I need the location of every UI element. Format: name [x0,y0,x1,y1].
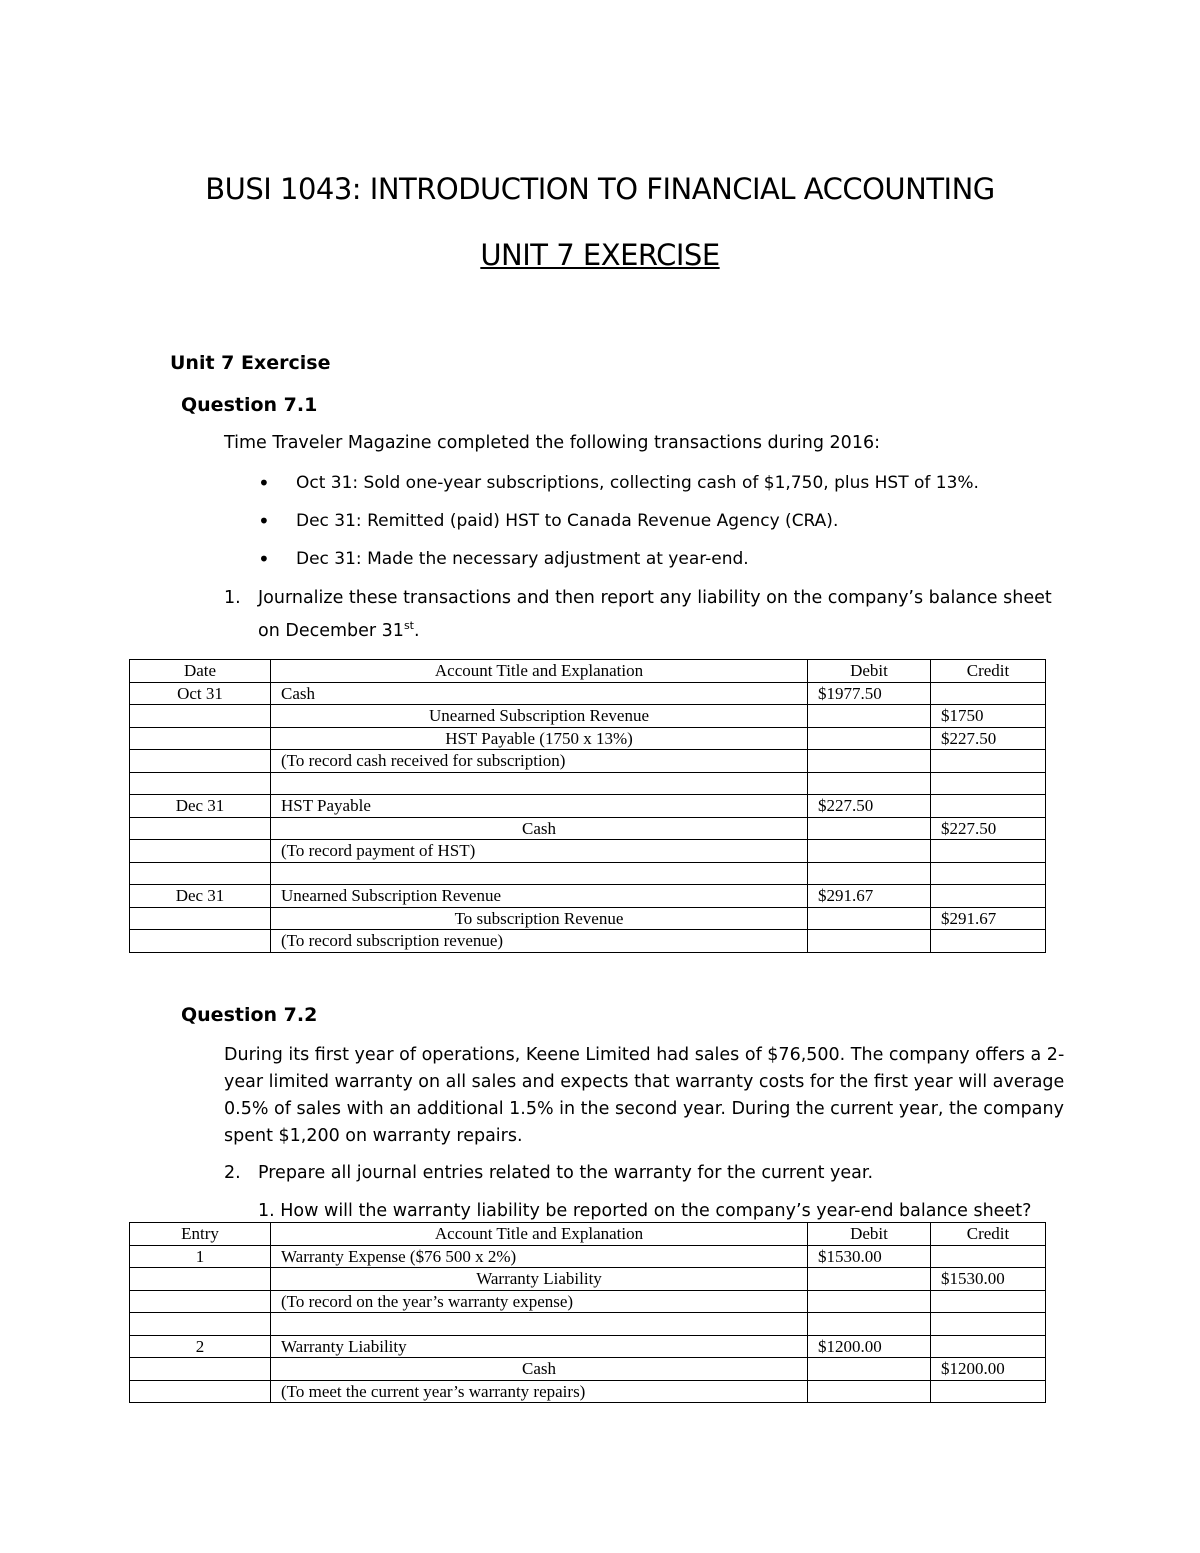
cell-entry [130,1268,271,1291]
table-row [130,727,1046,750]
paragraph-line: 0.5% of sales with an additional 1.5% in the second year. During the current year, the company [224,1099,1064,1119]
header-credit: Credit [931,660,1046,683]
cell-credit [931,1245,1046,1268]
cell-credit [931,772,1046,795]
question-7-2-heading: Question 7.2 [181,1004,318,1026]
cell-debit [808,705,931,728]
cell-entry [130,1313,271,1336]
table-row [130,1313,1046,1336]
header-entry: Entry [130,1223,271,1246]
paragraph-line: During its first year of operations, Keene Limited had sales of $76,500. The company offers a 2- [224,1045,1065,1065]
cell-credit [931,750,1046,773]
cell-account: HST Payable (1750 x 13%) [271,727,808,750]
header-date: Date [130,660,271,683]
table-row [130,750,1046,773]
cell-account: Unearned Subscription Revenue [271,885,808,908]
cell-account: To subscription Revenue [271,907,808,930]
cell-debit: $227.50 [808,795,931,818]
cell-date [130,930,271,953]
cell-debit [808,817,931,840]
cell-credit: $1200.00 [931,1358,1046,1381]
transaction-list [258,470,979,584]
cell-date [130,840,271,863]
cell-credit [931,1313,1046,1336]
cell-debit [808,1313,931,1336]
cell-date: Dec 31 [130,795,271,818]
cell-debit [808,1268,931,1291]
list-item: • Dec 31: Remitted (paid) HST to Canada Revenue Agency (CRA). [258,508,979,546]
task-number: 2. [224,1163,241,1183]
task-text: Prepare all journal entries related to the warranty for the current year. [258,1163,874,1183]
task-text-line1: Journalize these transactions and then report any liability on the company’s balance sheet [258,588,1052,608]
cell-entry: 1 [130,1245,271,1268]
header-debit: Debit [808,1223,931,1246]
cell-credit [931,795,1046,818]
table-header-row [130,1223,1046,1246]
paragraph-line: year limited warranty on all sales and expects that warranty costs for the first year will average [224,1072,1065,1092]
cell-debit [808,1380,931,1403]
cell-date [130,705,271,728]
table-row [130,840,1046,863]
table-row [130,1358,1046,1381]
cell-credit: $227.50 [931,817,1046,840]
cell-debit [808,1290,931,1313]
header-account: Account Title and Explanation [271,1223,808,1246]
header-credit: Credit [931,1223,1046,1246]
cell-debit: $1200.00 [808,1335,931,1358]
cell-account: (To record subscription revenue) [271,930,808,953]
cell-credit [931,1380,1046,1403]
cell-entry: 2 [130,1335,271,1358]
journal-table-7-2 [129,1222,1046,1403]
cell-credit [931,682,1046,705]
table-row [130,795,1046,818]
cell-entry [130,1290,271,1313]
table-row [130,930,1046,953]
cell-account: Warranty Expense ($76 500 x 2%) [271,1245,808,1268]
table-row [130,1290,1046,1313]
cell-date [130,727,271,750]
cell-debit [808,1358,931,1381]
cell-account: (To record cash received for subscription) [271,750,808,773]
section-heading: Unit 7 Exercise [170,352,331,374]
cell-debit [808,930,931,953]
cell-date [130,750,271,773]
cell-account: Warranty Liability [271,1268,808,1291]
cell-debit [808,750,931,773]
cell-account: Cash [271,817,808,840]
header-debit: Debit [808,660,931,683]
cell-credit [931,885,1046,908]
table-row [130,817,1046,840]
cell-debit: $1977.50 [808,682,931,705]
cell-debit [808,907,931,930]
table-row [130,772,1046,795]
question-7-1-heading: Question 7.1 [181,394,318,416]
paragraph-line: spent $1,200 on warranty repairs. [224,1126,523,1146]
table-row [130,862,1046,885]
cell-credit [931,1335,1046,1358]
document-title: BUSI 1043: INTRODUCTION TO FINANCIAL ACCOUNTING [205,172,995,206]
list-item: • Oct 31: Sold one-year subscriptions, collecting cash of $1,750, plus HST of 13%. [258,470,979,508]
cell-account: (To meet the current year’s warranty repairs) [271,1380,808,1403]
cell-account: (To record payment of HST) [271,840,808,863]
journal-table-7-1 [129,659,1046,953]
cell-account: HST Payable [271,795,808,818]
task-number: 1. [224,588,241,608]
cell-credit: $1750 [931,705,1046,728]
cell-debit [808,772,931,795]
cell-account: Unearned Subscription Revenue [271,705,808,728]
cell-date: Dec 31 [130,885,271,908]
cell-credit: $1530.00 [931,1268,1046,1291]
list-item: • Dec 31: Made the necessary adjustment at year-end. [258,546,979,584]
cell-credit: $291.67 [931,907,1046,930]
cell-entry [130,1380,271,1403]
cell-account: Cash [271,1358,808,1381]
task-2 [224,1160,1084,1188]
task-1 [224,585,1084,641]
cell-date [130,772,271,795]
task-text-line2: on December 31st. [258,619,420,641]
cell-entry [130,1358,271,1381]
cell-date [130,862,271,885]
table-row [130,1335,1046,1358]
header-account: Account Title and Explanation [271,660,808,683]
task-3: 1. How will the warranty liability be reported on the company’s year-end balance sheet? [258,1201,1032,1221]
table-row [130,682,1046,705]
cell-credit [931,930,1046,953]
cell-debit [808,862,931,885]
cell-date [130,817,271,840]
cell-credit [931,840,1046,863]
cell-account: Warranty Liability [271,1335,808,1358]
table-row [130,1245,1046,1268]
cell-credit [931,1290,1046,1313]
question-7-2-paragraph [224,1042,1084,1150]
cell-date: Oct 31 [130,682,271,705]
cell-account [271,772,808,795]
cell-account [271,862,808,885]
document-subtitle: UNIT 7 EXERCISE [480,238,720,272]
table-row [130,705,1046,728]
table-row [130,885,1046,908]
cell-account [271,1313,808,1336]
cell-date [130,907,271,930]
table-row [130,1380,1046,1403]
table-row [130,1268,1046,1291]
cell-debit: $291.67 [808,885,931,908]
cell-debit: $1530.00 [808,1245,931,1268]
table-header-row [130,660,1046,683]
cell-debit [808,727,931,750]
cell-credit [931,862,1046,885]
cell-credit: $227.50 [931,727,1046,750]
cell-debit [808,840,931,863]
question-7-1-intro: Time Traveler Magazine completed the following transactions during 2016: [224,433,880,453]
table-row [130,907,1046,930]
cell-account: (To record on the year’s warranty expense) [271,1290,808,1313]
cell-account: Cash [271,682,808,705]
